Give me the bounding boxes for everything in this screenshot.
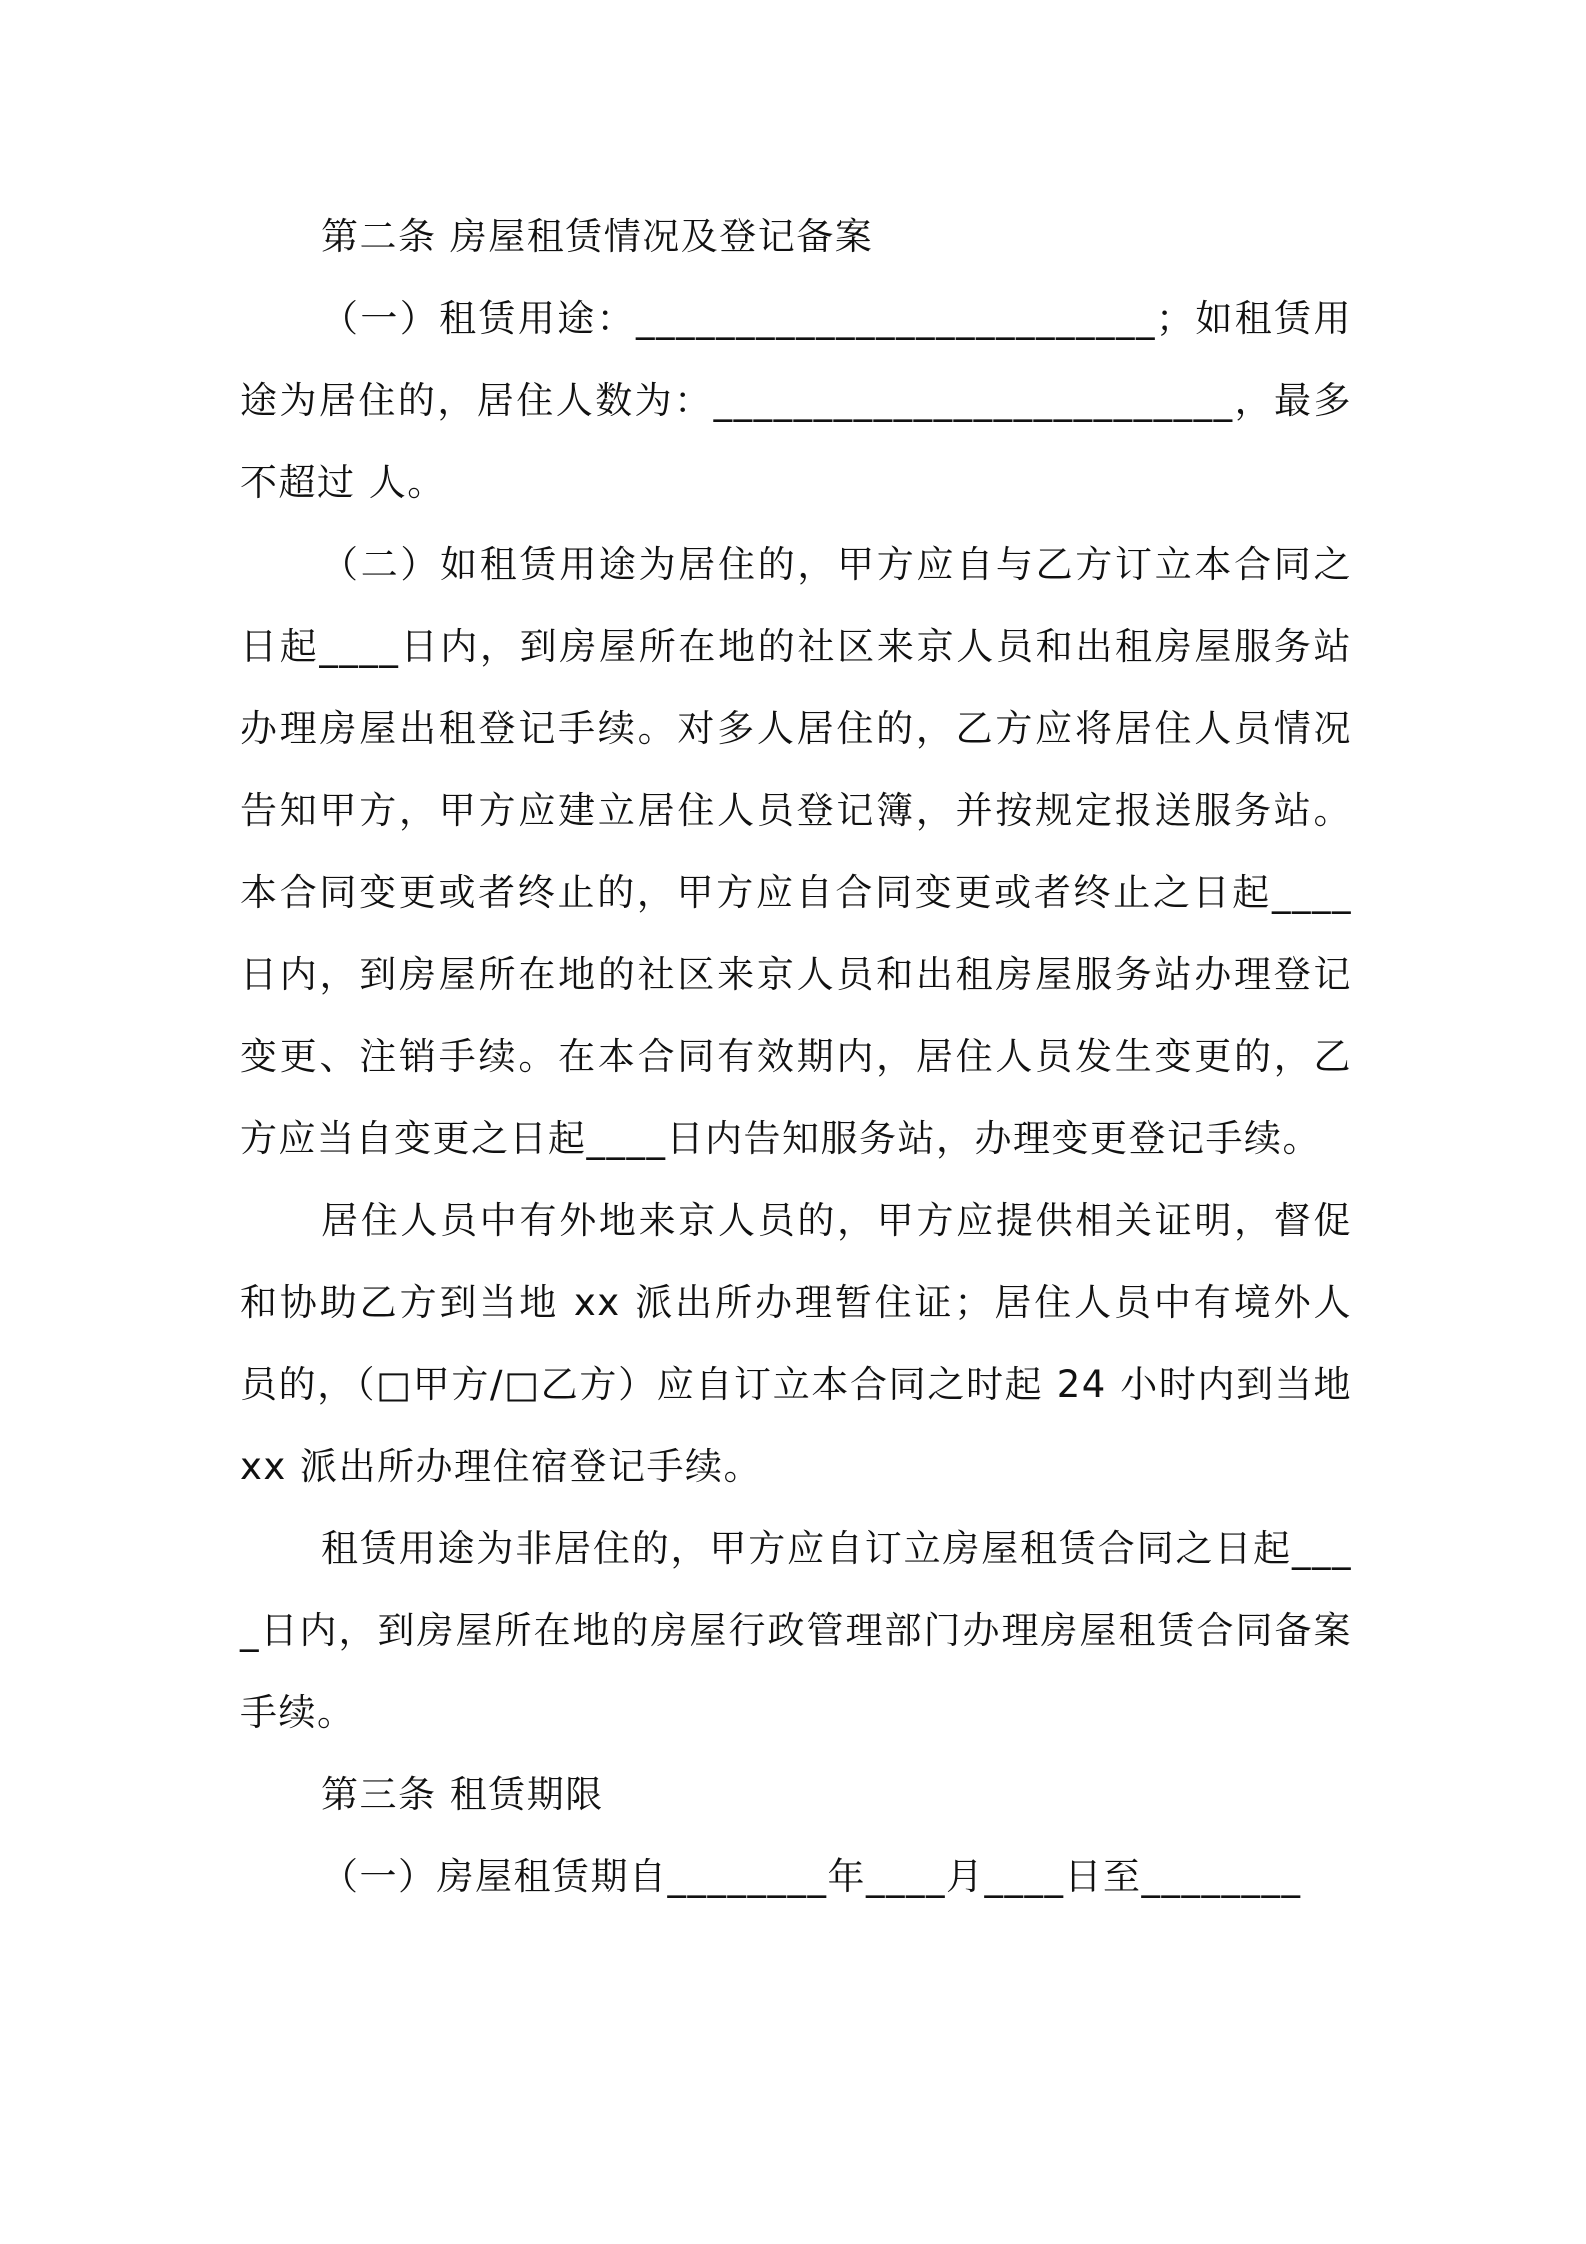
- document-body: [240, 196, 1366, 1918]
- article-3-clause-1: （一）房屋租赁期自________年____月____日至________: [321, 1855, 1302, 1898]
- article-2-heading: 第二条 房屋租赁情况及登记备案: [321, 215, 874, 258]
- article-2-non-residential: 租赁用途为非居住的，甲方应自订立房屋租赁合同之日起____日内，到房屋所在地的房屋行政管理部门办理房屋租赁合同备案手续。: [240, 1527, 1352, 1734]
- article-2-nonlocal-residents: 居住人员中有外地来京人员的，甲方应提供相关证明，督促和协助乙方到当地 xx 派出所办理暂住证；居住人员中有境外人员的，（□甲方/□乙方）应自订立本合同之时起 24 小时内到当地 xx 派出所办理住宿登记手续。: [240, 1199, 1366, 1488]
- article-2-clause-1: （一）租赁用途：__________________________；如租赁用途为居住的，居住人数为：__________________________，最多不超过 人。: [240, 297, 1352, 504]
- article-3-heading: 第三条 租赁期限: [321, 1773, 604, 1816]
- article-2-clause-2: （二）如租赁用途为居住的，甲方应自与乙方订立本合同之日起____日内，到房屋所在地的社区来京人员和出租房屋服务站办理房屋出租登记手续。对多人居住的，乙方应将居住人员情况告知甲方，甲方应建立居住人员登记簿，并按规定报送服务站。本合同变更或者终止的，甲方应自合同变更或者终止之日起____日内，到房屋所在地的社区来京人员和出租房屋服务站办理登记变更、注销手续。在本合同有效期内，居住人员发生变更的，乙方应当自变更之日起____日内告知服务站，办理变更登记手续。: [240, 543, 1352, 1160]
